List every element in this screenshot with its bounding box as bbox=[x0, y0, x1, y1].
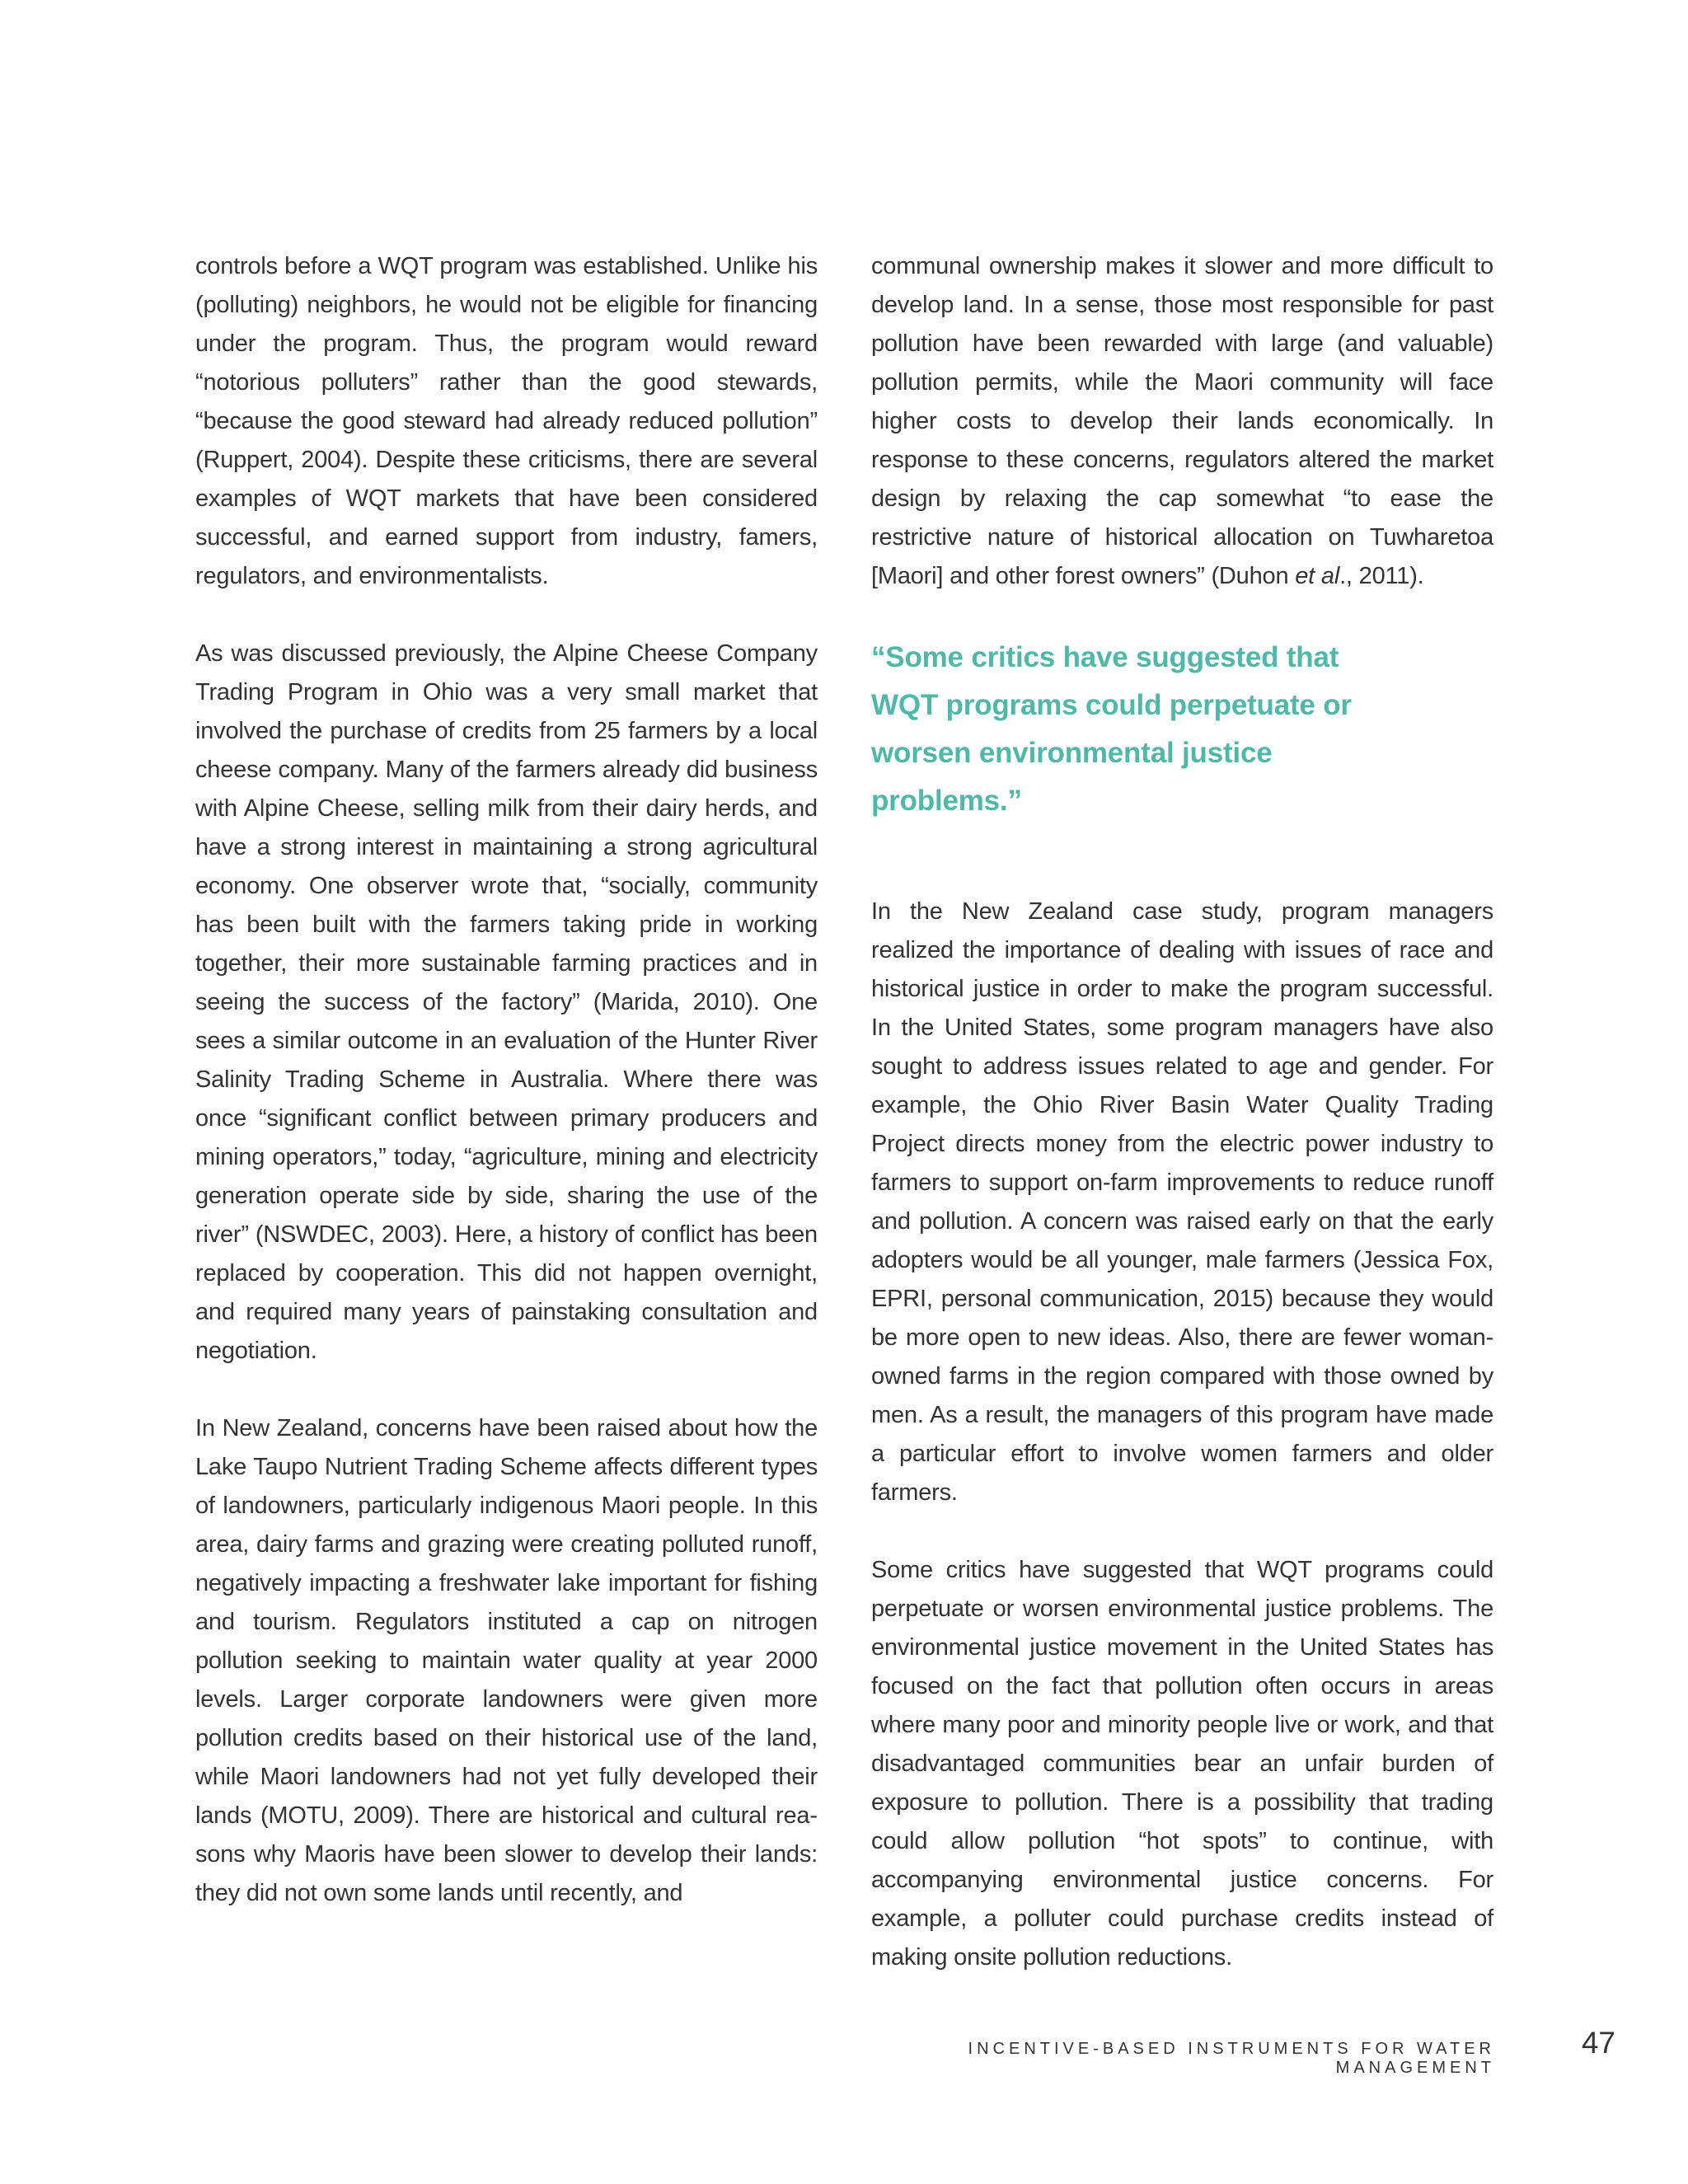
pull-quote: “Some critics have suggested that WQT programs could perpetuate or worsen environmental justice problems.” bbox=[871, 641, 1352, 817]
citation-italic: et al bbox=[1295, 563, 1340, 589]
pull-quote-block bbox=[871, 634, 1493, 825]
body-paragraph bbox=[871, 247, 1493, 596]
left-column bbox=[195, 247, 818, 1913]
body-paragraph: In New Zealand, concerns have been raised about how the Lake Taupo Nutrient Trading Scheme affects different types of landowners, particularly indigenous Maori people. In this area, dairy farms and grazing were creating polluted runoff, negatively impacting a freshwater lake important for fishing and tourism. Regulators instituted a cap on nitrogen pollution seeking to maintain water quality at year 2000 levels. Larger corporate landowners were given more pollution credits based on their historical use of the land, while Maori landowners had not yet fully developed their lands (MOTU, 2009). There are historical and cultural reasons why Maoris have been slower to develop their lands: they did not own some lands until recently, and bbox=[195, 1415, 818, 1906]
page-number: 47 bbox=[1581, 2026, 1615, 2060]
body-paragraph: controls before a WQT program was established. Unlike his (polluting) neighbors, he would not be eligible for financing under the program. Thus, the program would reward “notorious polluters” rather than the good stewards, “because the good steward had already reduced pollution” (Ruppert, 2004). Despite these criticisms, there are several examples of WQT markets that have been considered successful, and earned support from industry, famers, regulators, and environmentalists. bbox=[195, 253, 818, 589]
running-footer: INCENTIVE-BASED INSTRUMENTS FOR WATER MANAGEMENT bbox=[968, 2040, 1495, 2077]
body-paragraph: As was discussed previously, the Alpine Cheese Company Trading Program in Ohio was a very small market that involved the purchase of credits from 25 farmers by a local cheese company. Many of the farmers already did business with Alpine Cheese, selling milk from their dairy herds, and have a strong interest in maintaining a strong agricultural economy. One observer wrote that, “socially, community has been built with the farmers taking pride in working together, their more sustainable farming practices and in seeing the success of the factory” (Marida, 2010). One sees a similar outcome in an evaluation of the Hunter River Salinity Trading Scheme in Australia. Where there was once “significant conflict between primary producers and mining operators,” today, “agriculture, mining and electricity generation operate side by side, sharing the use of the river” (NSWDEC, 2003). Here, a history of conflict has been replaced by cooperation. This did not happen overnight, and required many years of painstaking consultation and negotiation. bbox=[195, 640, 818, 1364]
paragraph-text: communal ownership makes it slower and more difficult to develop land. In a sense, those most responsible for past pollution have been rewarded with large (and valuable) pollution permits, while the Maori community will face higher costs to develop their lands economically. In response to these concerns, regulators altered the market design by relaxing the cap somewhat “to ease the restrictive nature of historical allocation on Tuwharetoa [Maori] and other forest owners” (Duhon bbox=[871, 253, 1493, 589]
body-paragraph: In the New Zealand case study, program managers realized the importance of dealing with issues of race and historical justice in order to make the program successful. In the United States, some program managers have also sought to address issues related to age and gender. For example, the Ohio River Basin Water Quality Trading Project directs money from the electric power industry to farmers to support on-farm improvements to reduce runoff and pollution. A concern was raised early on that the early adopters would be all younger, male farmers (Jessica Fox, EPRI, personal communication, 2015) because they would be more open to new ideas. Also, there are fewer woman-owned farms in the region compared with those owned by men. As a result, the managers of this program have made a particular effort to involve women farmers and older farmers. bbox=[871, 898, 1493, 1506]
body-paragraph: Some critics have suggested that WQT programs could perpetuate or worsen environmental justice problems. The environmental justice movement in the United States has focused on the fact that pollution often occurs in areas where many poor and minority people live or work, and that disadvantaged communities bear an unfair burden of exposure to pollution. There is a possibility that trading could allow pollution “hot spots” to continue, with accompanying environmental justice concerns. For example, a polluter could purchase credits instead of making onsite pollution reductions. bbox=[871, 1557, 1493, 1971]
right-column bbox=[871, 247, 1493, 1977]
paragraph-text: ., 2011). bbox=[1339, 563, 1424, 589]
